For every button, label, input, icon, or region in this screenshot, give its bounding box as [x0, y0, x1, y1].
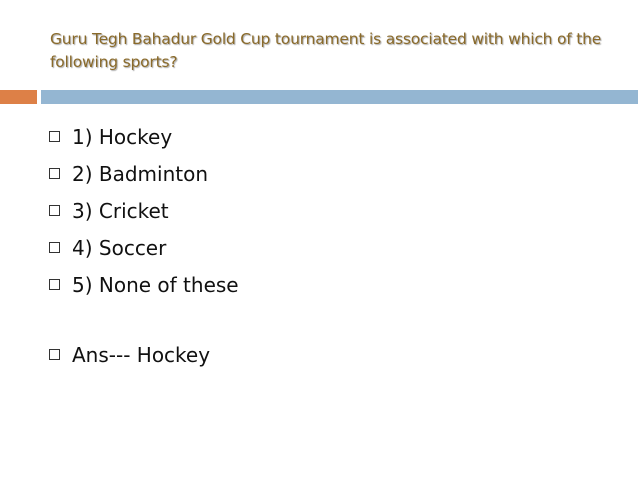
option-item — [49, 229, 239, 266]
option-label: 4) Soccer — [72, 235, 167, 260]
checkbox-bullet-icon — [49, 205, 60, 216]
option-label: 3) Cricket — [72, 198, 169, 223]
option-item — [49, 155, 239, 192]
option-item — [49, 118, 239, 155]
accent-bar-orange — [0, 90, 37, 104]
option-item — [49, 266, 239, 303]
options-list — [49, 118, 239, 303]
option-label: 5) None of these — [72, 272, 239, 297]
accent-bar-blue — [41, 90, 638, 104]
checkbox-bullet-icon — [49, 242, 60, 253]
answer-item — [49, 336, 210, 373]
checkbox-bullet-icon — [49, 131, 60, 142]
answer-label: Ans--- Hockey — [72, 342, 211, 367]
checkbox-bullet-icon — [49, 349, 60, 360]
option-label: 1) Hockey — [72, 124, 173, 149]
option-label: 2) Badminton — [72, 161, 209, 186]
option-item — [49, 192, 239, 229]
checkbox-bullet-icon — [49, 168, 60, 179]
slide-title: Guru Tegh Bahadur Gold Cup tournament is associated with which of the following sports? — [50, 30, 602, 71]
checkbox-bullet-icon — [49, 279, 60, 290]
